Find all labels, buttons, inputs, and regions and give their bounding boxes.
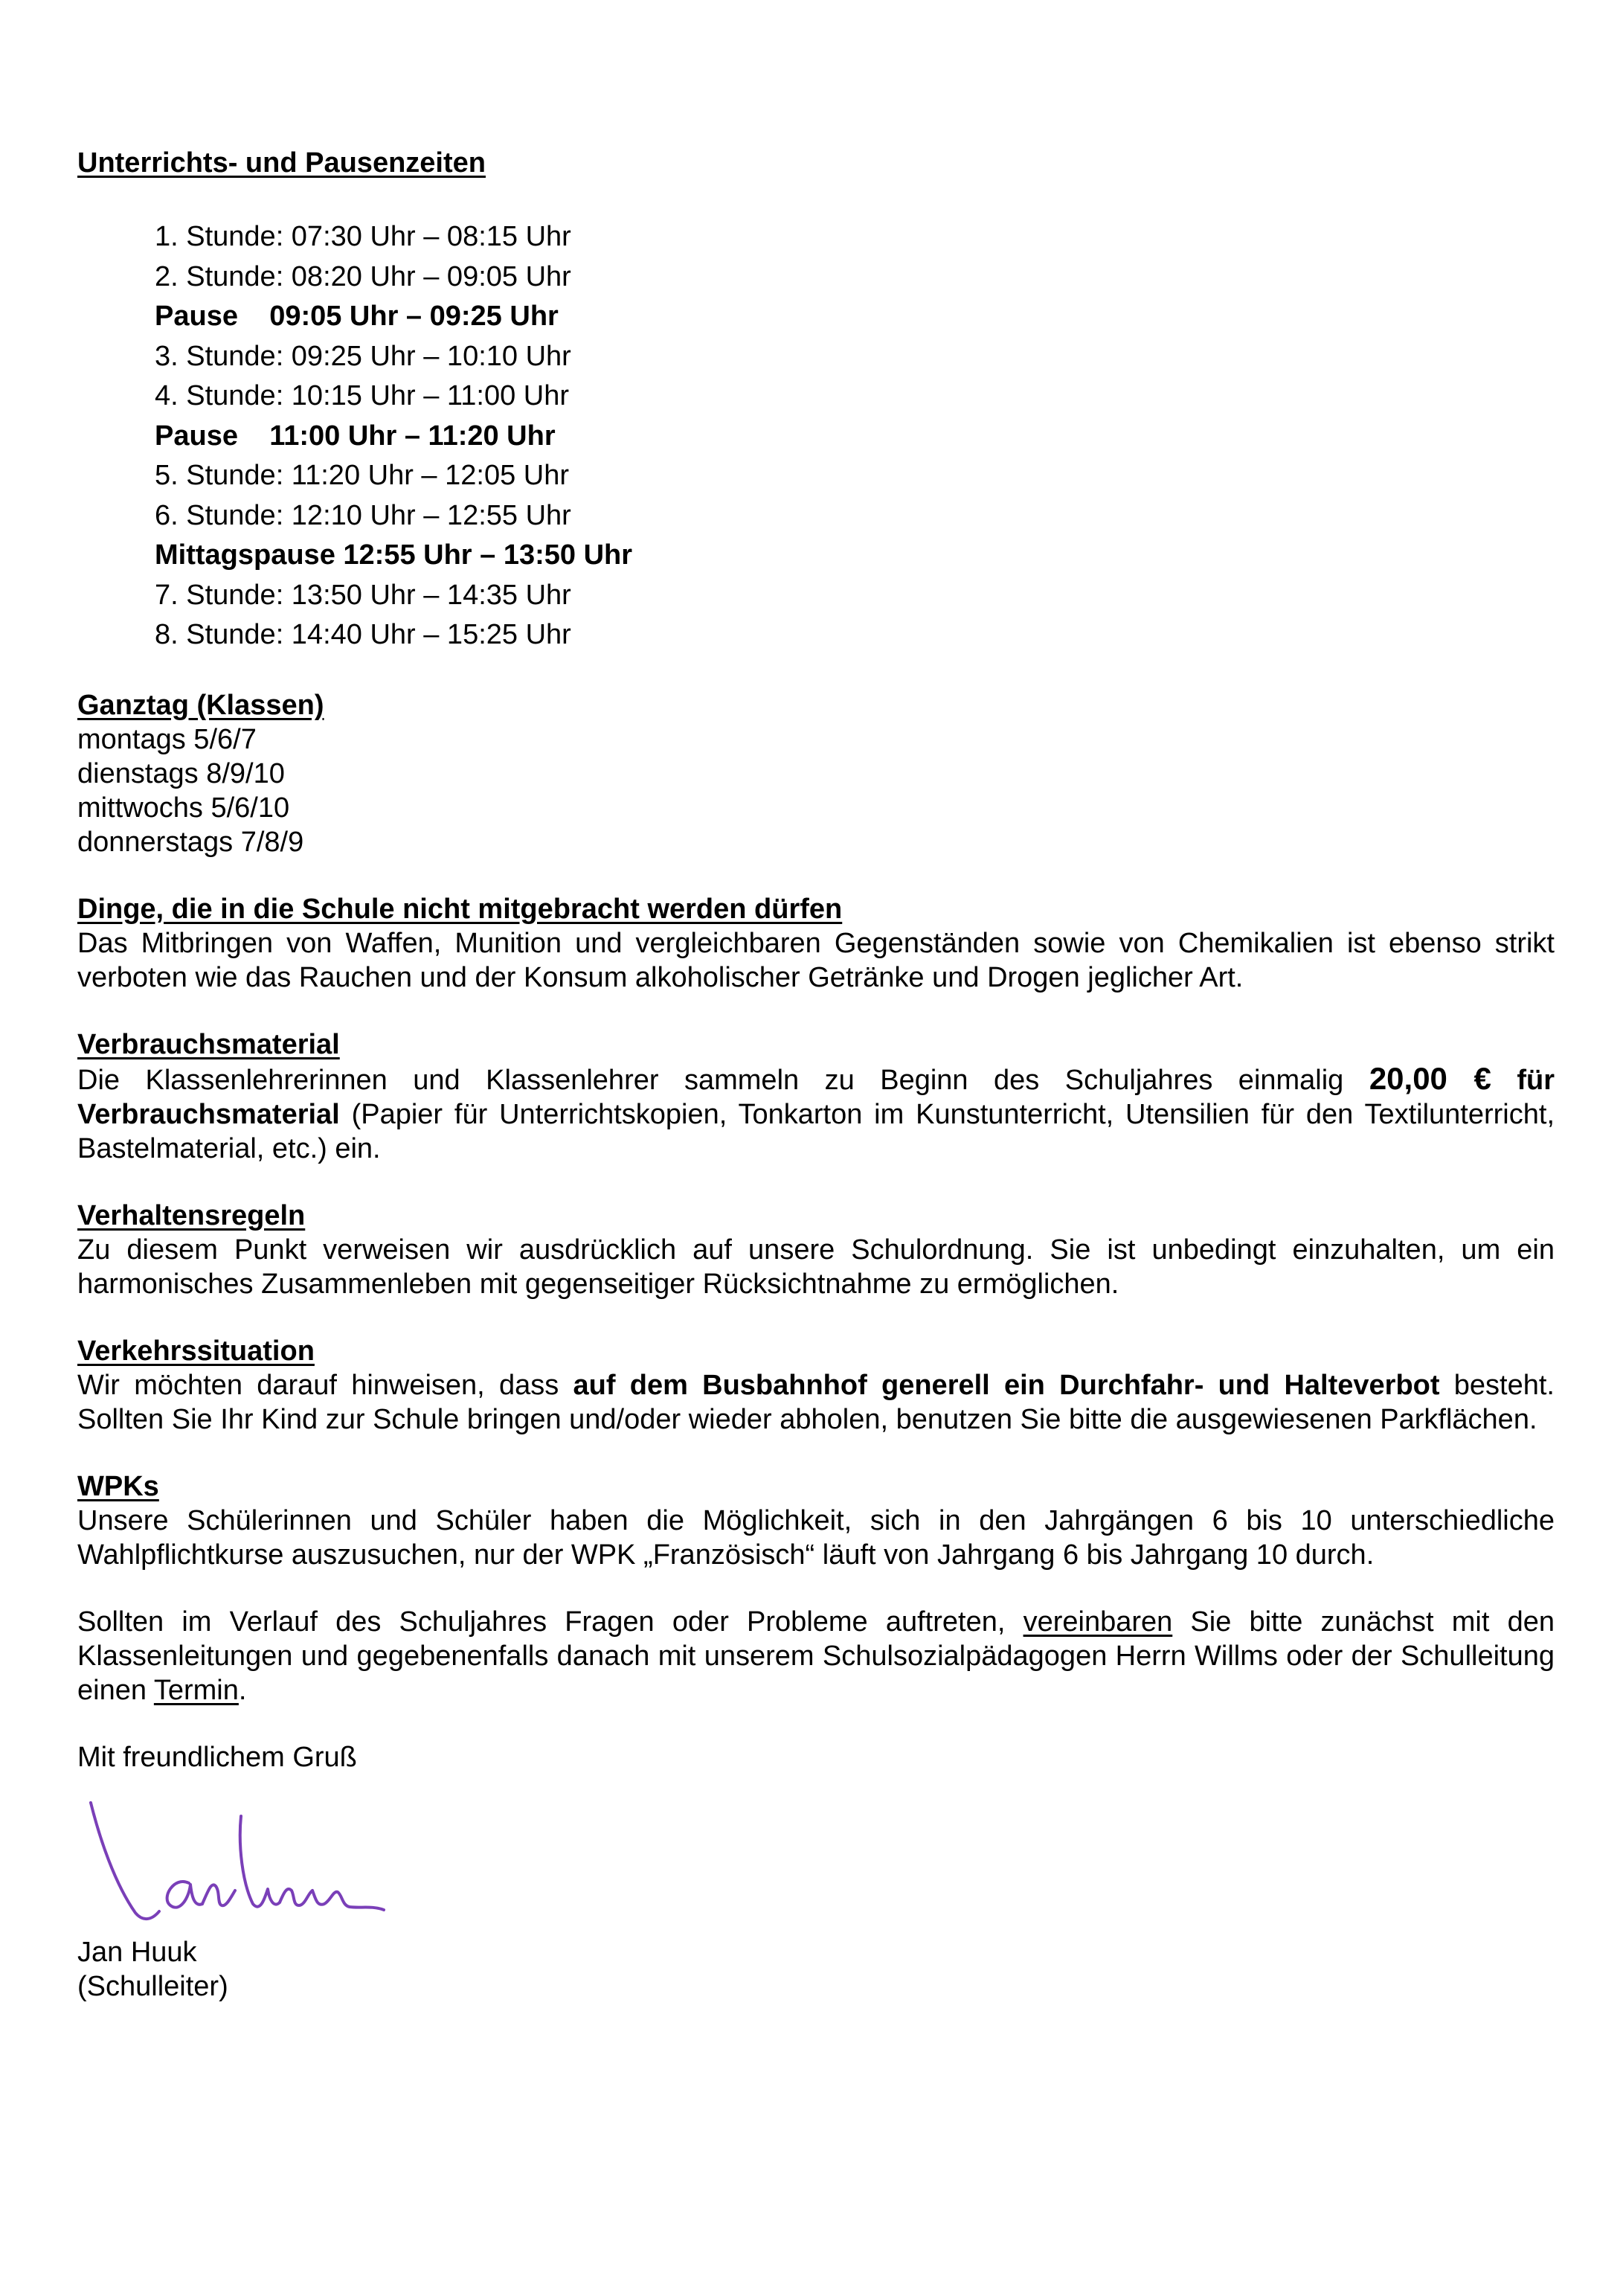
closing-underlined-vereinbaren: vereinbaren bbox=[1023, 1606, 1173, 1638]
dinge-heading: Dinge, die in die Schule nicht mitgebracht werden dürfen bbox=[77, 893, 843, 925]
signer-block bbox=[77, 1935, 1555, 2004]
signature bbox=[77, 1794, 1555, 1935]
schedule-item: 8. Stunde: 14:40 Uhr – 15:25 Uhr bbox=[155, 619, 571, 650]
signer-name: Jan Huuk bbox=[77, 1936, 197, 1968]
wpk-text: Unsere Schülerinnen und Schüler haben die Möglichkeit, sich in den Jahrgängen 6 bis 10 unterschiedliche Wahlpflichtkurse auszusuchen, nur der WPK „Französisch“ läuft von Jahrgang 6 bis Jahrgang 10 durch. bbox=[77, 1504, 1555, 1571]
verkehr-text-a: Wir möchten darauf hinweisen, dass bbox=[77, 1369, 573, 1401]
dinge-text: Das Mitbringen von Waffen, Munition und vergleichbaren Gegenständen sowie von Chemikalien ist ebenso strikt verboten wie das Rauchen und der Konsum alkoholischer Getränke und Drogen jeglicher Art. bbox=[77, 927, 1555, 993]
schedule-item: 7. Stunde: 13:50 Uhr – 14:35 Uhr bbox=[155, 579, 571, 611]
verkehr-bold: auf dem Busbahnhof generell ein Durchfahr- und Halteverbot bbox=[573, 1369, 1440, 1401]
schedule-item: 1. Stunde: 07:30 Uhr – 08:15 Uhr bbox=[155, 221, 571, 252]
schedule-break: Pause 11:00 Uhr – 11:20 Uhr bbox=[155, 420, 556, 452]
verbrauch-heading: Verbrauchsmaterial bbox=[77, 1028, 340, 1060]
verkehr-section bbox=[77, 1334, 1555, 1437]
schedule-break: Pause 09:05 Uhr – 09:25 Uhr bbox=[155, 301, 559, 332]
schedule-item: 2. Stunde: 08:20 Uhr – 09:05 Uhr bbox=[155, 260, 571, 292]
verbrauch-bold: für Verbrauchsmaterial bbox=[77, 1064, 1555, 1130]
verhalten-section bbox=[77, 1199, 1555, 1301]
schedule-heading: Unterrichts- und Pausenzeiten bbox=[77, 147, 486, 179]
ganztag-line: dienstags 8/9/10 bbox=[77, 757, 285, 789]
verbrauch-text-a: Die Klassenlehrerinnen und Klassenlehrer sammeln zu Beginn des Schuljahres einmalig bbox=[77, 1064, 1369, 1096]
ganztag-heading: Ganztag (Klassen) bbox=[77, 689, 324, 721]
verbrauch-amount: 20,00 € bbox=[1369, 1060, 1491, 1096]
verkehr-text-b: besteht. Sollten Sie Ihr Kind zur Schule bringen und/oder wieder abholen, benutzen Sie bitte die ausgewiesenen Parkflächen. bbox=[77, 1369, 1555, 1435]
verhalten-heading: Verhaltensregeln bbox=[77, 1199, 306, 1231]
closing-underlined-termin: Termin bbox=[153, 1674, 239, 1706]
schedule-item: 6. Stunde: 12:10 Uhr – 12:55 Uhr bbox=[155, 499, 571, 531]
verbrauch-section bbox=[77, 1027, 1555, 1166]
schedule-item: 3. Stunde: 09:25 Uhr – 10:10 Uhr bbox=[155, 340, 571, 372]
schedule-section bbox=[77, 146, 1555, 655]
schedule-item: 5. Stunde: 11:20 Uhr – 12:05 Uhr bbox=[155, 460, 569, 491]
verbrauch-text-c: (Papier für Unterrichtskopien, Tonkarton im Kunstunterricht, Utensilien für den Textilunterricht, Bastelmaterial, etc.) ein. bbox=[77, 1098, 1555, 1164]
dinge-section bbox=[77, 892, 1555, 995]
closing-text-c: . bbox=[238, 1674, 247, 1706]
schedule-lunch-break: Mittagspause 12:55 Uhr – 13:50 Uhr bbox=[155, 539, 633, 571]
ganztag-line: montags 5/6/7 bbox=[77, 723, 257, 755]
schedule-item: 4. Stunde: 10:15 Uhr – 11:00 Uhr bbox=[155, 380, 569, 411]
document-page bbox=[77, 146, 1555, 2004]
greeting: Mit freundlichem Gruß bbox=[77, 1741, 357, 1773]
signer-role: (Schulleiter) bbox=[77, 1970, 228, 2002]
closing-text-b: Sie bitte zunächst mit den Klassenleitungen und gegebenenfalls danach mit unserem Schulsozialpädagogen Herrn Willms oder der Schulleitung einen bbox=[77, 1606, 1555, 1706]
verkehr-heading: Verkehrssituation bbox=[77, 1335, 315, 1367]
verbrauch-text bbox=[77, 1062, 1555, 1166]
closing-paragraph bbox=[77, 1605, 1555, 1707]
handwritten-signature-image bbox=[77, 1794, 420, 1935]
verkehr-text bbox=[77, 1368, 1555, 1437]
ganztag-line: mittwochs 5/6/10 bbox=[77, 792, 290, 824]
closing-text-a: Sollten im Verlauf des Schuljahres Fragen oder Probleme auftreten, bbox=[77, 1606, 1023, 1638]
schedule-list bbox=[77, 217, 1555, 655]
verhalten-text: Zu diesem Punkt verweisen wir ausdrücklich auf unsere Schulordnung. Sie ist unbedingt einzuhalten, um ein harmonisches Zusammenleben mit gegenseitiger Rücksichtnahme zu ermöglichen. bbox=[77, 1234, 1555, 1300]
wpk-section bbox=[77, 1469, 1555, 1572]
wpk-heading: WPKs bbox=[77, 1470, 159, 1502]
ganztag-section bbox=[77, 688, 1555, 859]
ganztag-line: donnerstags 7/8/9 bbox=[77, 826, 304, 858]
